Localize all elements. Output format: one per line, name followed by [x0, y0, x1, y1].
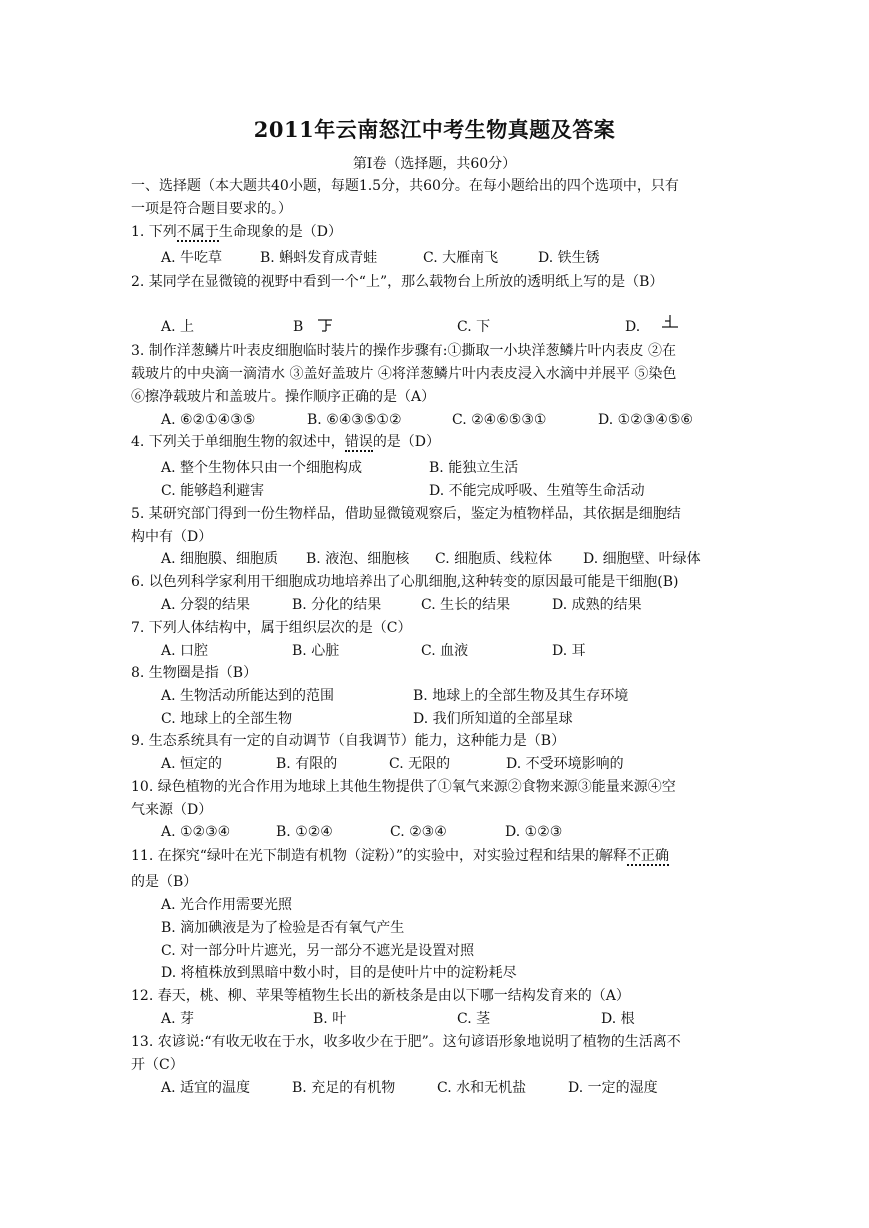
- page-title: 2011年云南怒江中考生物真题及答案: [253, 117, 616, 142]
- section-instructions-line-1: 一、选择题（本大题共40小题，每题1.5分，共60分。在每小题给出的四个选项中，只有: [131, 178, 679, 194]
- question-3-stem-line-3: ⑥擦净载玻片和盖玻片。操作顺序正确的是（A）: [131, 389, 436, 405]
- question-11-option-d: D. 将植株放到黑暗中数小时，目的是使叶片中的淀粉耗尽: [161, 965, 517, 981]
- question-5-stem-line-1: 5. 某研究部门得到一份生物样品，借助显微镜观察后，鉴定为植物样品，其依据是细胞结: [131, 506, 681, 522]
- question-13-option-d: D. 一定的湿度: [568, 1080, 658, 1096]
- question-12-option-d: D. 根: [601, 1011, 635, 1027]
- question-9-option-b: B. 有限的: [276, 756, 338, 772]
- question-2-option-a: A. 上: [161, 319, 195, 335]
- question-4-option-a: A. 整个生物体只由一个细胞构成: [161, 460, 363, 476]
- question-12-stem: 12. 春天，桃、柳、苹果等植物生长出的新枝条是由以下哪一结构发育来的（A）: [131, 988, 630, 1004]
- question-7-option-b: B. 心脏: [292, 643, 340, 659]
- question-2-stem: 2. 某同学在显微镜的视野中看到一个“上”，那么载物台上所放的透明纸上写的是（B）: [131, 274, 664, 290]
- question-11-emphasis: 不正确: [627, 848, 670, 864]
- question-8-stem: 8. 生物圈是指（B）: [131, 665, 258, 681]
- question-1-option-b: B. 蝌蚪发育成青蛙: [260, 250, 378, 266]
- question-2-option-d: D.: [625, 319, 641, 335]
- section-instructions-line-2: 一项是符合题目要求的。）: [131, 201, 292, 217]
- question-13-option-b: B. 充足的有机物: [292, 1080, 396, 1096]
- question-2-option-c: C. 下: [457, 319, 491, 335]
- question-12-option-b: B. 叶: [313, 1011, 347, 1027]
- question-10-option-b: B. ①②④: [276, 824, 333, 840]
- question-3-option-c: C. ②④⑥⑤③①: [452, 412, 547, 428]
- question-1-stem: [131, 223, 342, 241]
- question-11-option-b: B. 滴加碘液是为了检验是否有氧气产生: [161, 920, 405, 936]
- question-4-option-d: D. 不能完成呼吸、生殖等生命活动: [429, 483, 645, 499]
- question-12-option-a: A. 芽: [161, 1011, 195, 1027]
- question-2-option-b: B: [293, 319, 304, 335]
- question-7-stem: 7. 下列人体结构中，属于组织层次的是（C）: [131, 620, 412, 636]
- question-4-option-b: B. 能独立生活: [429, 460, 519, 476]
- question-6-option-d: D. 成熟的结果: [552, 597, 642, 613]
- question-1-stem-post: 生命现象的是（D）: [218, 224, 343, 240]
- question-8-option-d: D. 我们所知道的全部星球: [413, 711, 573, 727]
- question-4-emphasis: 错误: [344, 434, 373, 450]
- question-11-option-c: C. 对一部分叶片遮光，另一部分不遮光是设置对照: [161, 943, 475, 959]
- question-9-option-a: A. 恒定的: [161, 756, 223, 772]
- question-2-option-d-glyph: [660, 313, 680, 336]
- question-11-option-a: A. 光合作用需要光照: [161, 897, 293, 913]
- section-subtitle: 第Ⅰ卷（选择题，共60分）: [352, 156, 517, 172]
- question-13-option-a: A. 适宜的温度: [161, 1080, 251, 1096]
- question-9-option-d: D. 不受环境影响的: [506, 756, 624, 772]
- question-10-stem-line-1: 10. 绿色植物的光合作用为地球上其他生物提供了①氧气来源②食物来源③能量来源④空: [131, 779, 676, 795]
- question-10-option-d: D. ①②③: [505, 824, 563, 840]
- question-1-option-c: C. 大雁南飞: [423, 250, 499, 266]
- question-8-option-a: A. 生物活动所能达到的范围: [161, 688, 335, 704]
- question-6-option-b: B. 分化的结果: [292, 597, 382, 613]
- question-1-emphasis: 不属于: [176, 224, 219, 240]
- question-7-option-a: A. 口腔: [161, 643, 209, 659]
- question-4-stem: [131, 433, 440, 451]
- question-3-option-b: B. ⑥④③⑤①②: [307, 412, 402, 428]
- question-5-option-b: B. 液泡、细胞核: [306, 551, 410, 567]
- question-11-stem-pre: 11. 在探究“绿叶在光下制造有机物（淀粉）”的实验中，对实验过程和结果的解释: [131, 848, 628, 864]
- question-3-stem-line-1: 3. 制作洋葱鳞片叶表皮细胞临时装片的操作步骤有:①撕取一小块洋葱鳞片叶内表皮 ②在: [131, 343, 676, 359]
- question-13-stem-line-2: 开（C）: [131, 1057, 184, 1073]
- question-10-option-a: A. ①②③④: [161, 824, 231, 840]
- question-6-option-c: C. 生长的结果: [421, 597, 511, 613]
- question-4-stem-pre: 4. 下列关于单细胞生物的叙述中，: [131, 434, 345, 450]
- question-11-stem-line-2: 的是（B）: [131, 874, 198, 890]
- question-1-option-d: D. 铁生锈: [538, 250, 600, 266]
- question-5-option-d: D. 细胞壁、叶绿体: [583, 551, 701, 567]
- question-10-option-c: C. ②③④: [390, 824, 447, 840]
- question-1-option-a: A. 牛吃草: [161, 250, 223, 266]
- question-8-option-b: B. 地球上的全部生物及其生存环境: [413, 688, 629, 704]
- question-13-stem-line-1: 13. 农谚说:“有收无收在于水，收多收少在于肥”。这句谚语形象地说明了植物的生活离不: [131, 1034, 681, 1050]
- question-6-option-a: A. 分裂的结果: [161, 597, 251, 613]
- question-13-option-c: C. 水和无机盐: [437, 1080, 527, 1096]
- question-12-option-c: C. 茎: [457, 1011, 491, 1027]
- question-4-option-c: C. 能够趋利避害: [161, 483, 265, 499]
- question-11-stem-line-1: [131, 847, 669, 865]
- question-10-stem-line-2: 气来源（D）: [131, 802, 213, 818]
- question-2-option-b-glyph: [316, 316, 336, 339]
- question-3-option-a: A. ⑥②①④③⑤: [161, 412, 256, 428]
- question-7-option-c: C. 血液: [421, 643, 469, 659]
- question-5-option-a: A. 细胞膜、细胞质: [161, 551, 279, 567]
- question-4-stem-post: 的是（D）: [372, 434, 441, 450]
- question-3-option-d: D. ①②③④⑤⑥: [598, 412, 693, 428]
- question-1-stem-pre: 1. 下列: [131, 224, 177, 240]
- question-8-option-c: C. 地球上的全部生物: [161, 711, 293, 727]
- question-9-option-c: C. 无限的: [389, 756, 451, 772]
- question-9-stem: 9. 生态系统具有一定的自动调节（自我调节）能力，这种能力是（B）: [131, 733, 566, 749]
- question-5-option-c: C. 细胞质、线粒体: [435, 551, 553, 567]
- question-5-stem-line-2: 构中有（D）: [131, 529, 213, 545]
- question-7-option-d: D. 耳: [552, 643, 586, 659]
- question-6-stem: 6. 以色列科学家利用干细胞成功地培养出了心肌细胞,这种转变的原因最可能是干细胞(B): [131, 574, 679, 590]
- question-3-stem-line-2: 载玻片的中央滴一滴清水 ③盖好盖玻片 ④将洋葱鳞片叶内表皮浸入水滴中并展平 ⑤染色: [131, 366, 677, 382]
